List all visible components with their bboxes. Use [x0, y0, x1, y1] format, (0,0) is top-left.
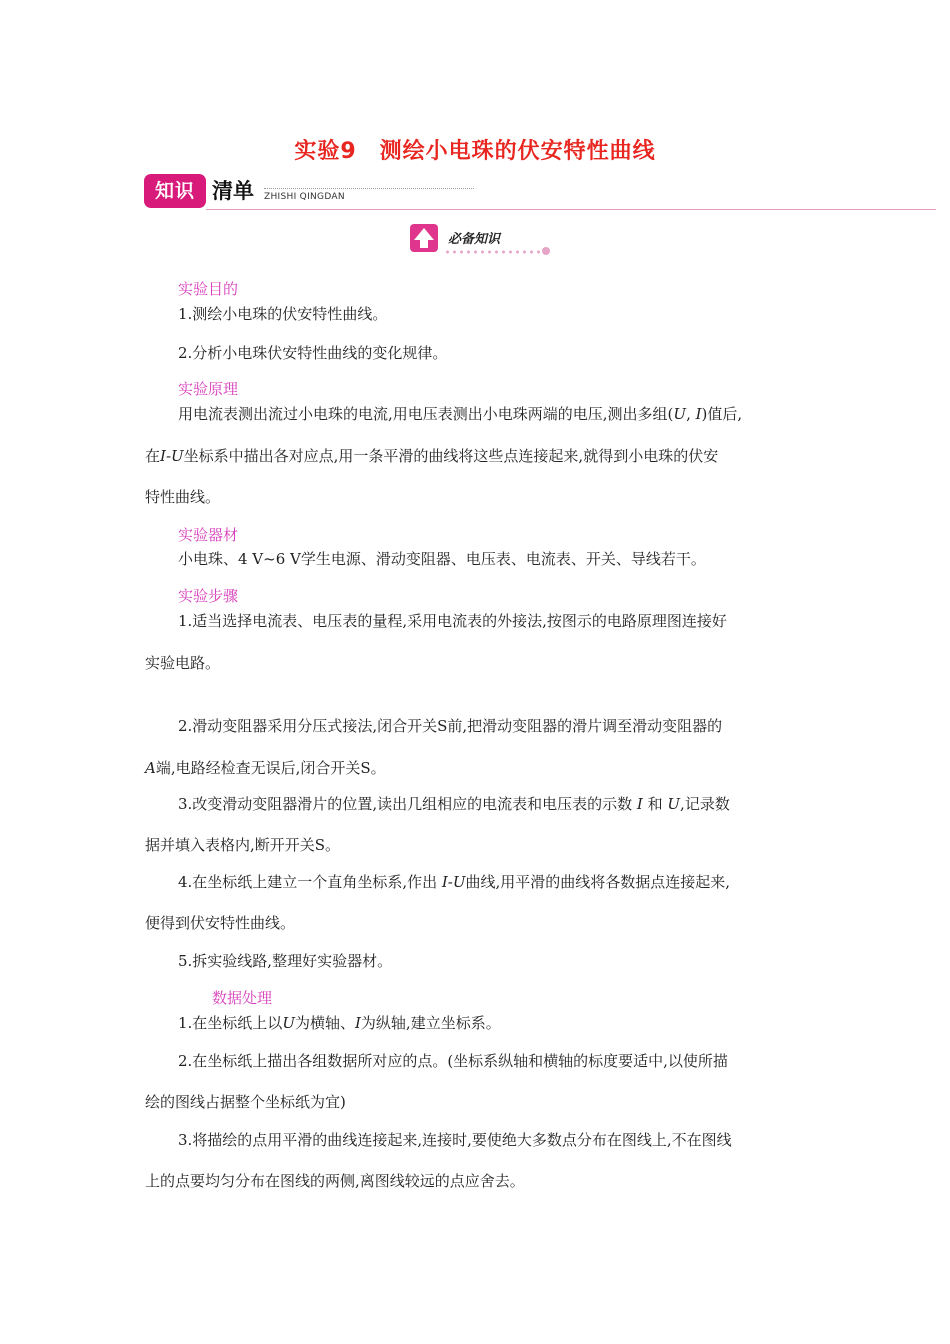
heading-data: 数据处理 [212, 989, 273, 1007]
heading-principle: 实验原理 [178, 380, 239, 398]
up-arrow-icon [410, 224, 438, 252]
banner-title: 清单 [212, 179, 254, 203]
purpose-line-2: 2.分析小电珠伏安特性曲线的变化规律。 [178, 344, 448, 362]
step-1-line-2: 实验电路。 [145, 654, 221, 672]
purpose-line-1: 1.测绘小电珠的伏安特性曲线。 [178, 305, 388, 323]
data-line-5: 上的点要均匀分布在图线的两侧,离图线较远的点应舍去。 [145, 1172, 525, 1190]
section-banner [144, 172, 936, 214]
data-line-4: 3.将描绘的点用平滑的曲线连接起来,连接时,要使绝大多数点分布在图线上,不在图线 [178, 1131, 732, 1149]
dot-decoration [542, 247, 550, 255]
step-5-line-1: 5.拆实验线路,整理好实验器材。 [178, 952, 393, 970]
subheader-label: 必备知识 [448, 232, 501, 247]
heading-purpose: 实验目的 [178, 280, 239, 298]
data-line-3: 绘的图线占据整个坐标纸为宜) [145, 1093, 346, 1111]
step-3-line-1: 3.改变滑动变阻器滑片的位置,读出几组相应的电流表和电压表的示数 I 和 U,记录数 [178, 795, 730, 813]
step-1-line-1: 1.适当选择电流表、电压表的量程,采用电流表的外接法,按图示的电路原理图连接好 [178, 612, 727, 630]
step-2-line-1: 2.滑动变阻器采用分压式接法,闭合开关S前,把滑动变阻器的滑片调至滑动变阻器的 [178, 717, 723, 735]
page-title: 实验9 测绘小电珠的伏安特性曲线 [294, 139, 656, 164]
data-line-1: 1.在坐标纸上以U为横轴、I为纵轴,建立坐标系。 [178, 1014, 501, 1032]
step-4-line-1: 4.在坐标纸上建立一个直角坐标系,作出 I-U曲线,用平滑的曲线将各数据点连接起来, [178, 873, 731, 891]
data-line-2: 2.在坐标纸上描出各组数据所对应的点。(坐标系纵轴和横轴的标度要适中,以使所描 [178, 1052, 728, 1070]
banner-badge: 知识 [144, 174, 206, 208]
banner-pinyin: ZHISHI QINGDAN [264, 192, 345, 202]
principle-line-1: 用电流表测出流过小电珠的电流,用电压表测出小电珠两端的电压,测出多组(U, I)值后, [178, 405, 743, 423]
subheader [410, 224, 560, 256]
banner-dotted-line [264, 188, 474, 189]
equipment-line-1: 小电珠、4 V~6 V学生电源、滑动变阻器、电压表、电流表、开关、导线若干。 [178, 550, 706, 568]
heading-equipment: 实验器材 [178, 526, 239, 544]
step-2-line-2: A端,电路经检查无误后,闭合开关S。 [145, 759, 386, 777]
principle-line-2: 在I-U坐标系中描出各对应点,用一条平滑的曲线将这些点连接起来,就得到小电珠的伏安 [145, 447, 719, 465]
principle-line-3: 特性曲线。 [145, 488, 221, 506]
heading-steps: 实验步骤 [178, 587, 239, 605]
banner-rule [206, 209, 936, 210]
step-3-line-2: 据并填入表格内,断开开关S。 [145, 836, 341, 854]
step-4-line-2: 便得到伏安特性曲线。 [145, 914, 296, 932]
dotted-decoration [444, 249, 544, 255]
